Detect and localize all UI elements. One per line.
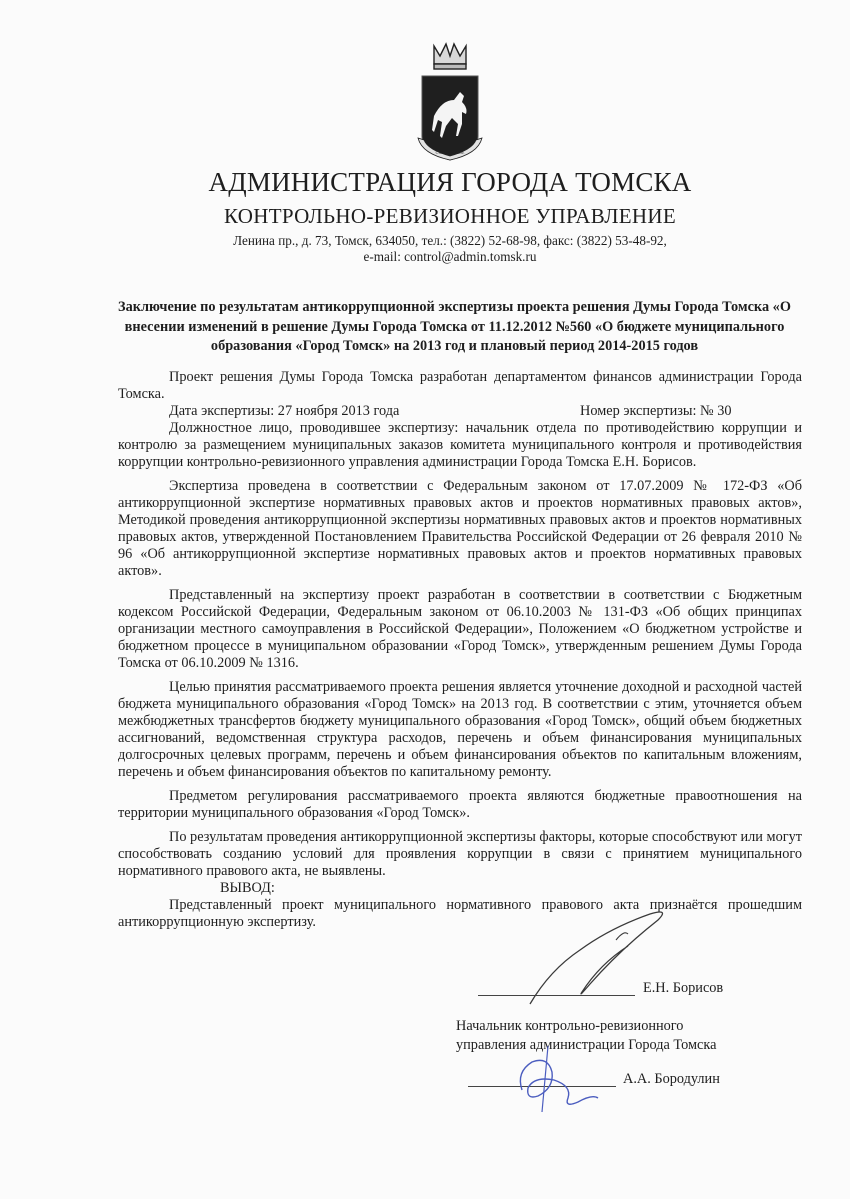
position-line-1: Начальник контрольно-ревизионного — [456, 1018, 684, 1034]
signature-line — [468, 1086, 616, 1087]
signer-position — [456, 1017, 716, 1055]
email-line: e-mail: control@admin.tomsk.ru — [363, 249, 537, 264]
document-body — [118, 369, 802, 931]
department-name: КОНТРОЛЬНО-РЕВИЗИОННОЕ УПРАВЛЕНИЕ — [224, 204, 676, 228]
document-title: Заключение по результатам антикоррупционной экспертизы проекта решения Думы Города Томска «О внесении изменений в решение Думы Города Томска от 11.12.2012 №560 «О бюджете муниципального образования «Город Томск» на 2013 год и плановый период 2014-2015 годов — [118, 299, 791, 355]
position-line-2: управления администрации Города Томска — [456, 1037, 717, 1053]
official-paragraph: Должностное лицо, проводившее экспертизу: начальник отдела по противодействию коррупции и контролю за размещением муниципальных заказов комитета муниципального контроля и противодействия коррупции контрольно-ревизионного управления администрации Города Томска Е.Н. Борисов. — [118, 420, 802, 470]
signer-name: Е.Н. Борисов — [643, 980, 724, 996]
developed-paragraph: Представленный на экспертизу проект разработан в соответствии в соответствии с Бюджетным кодексом Российской Федерации, Федеральным законом от 06.10.2003 № 131-ФЗ «Об общих принципах организации местного самоуправления в Российской Федерации», Положением «О бюджетном устройстве и бюджетном процессе в муниципальном образовании «Город Томск», утвержденным решением Думы Города Томска от 06.10.2009 № 1316. — [118, 587, 802, 671]
conclusion-paragraph: Представленный проект муниципального нормативного правового акта признаётся прошедшим антикоррупционную экспертизу. — [118, 897, 802, 930]
intro-paragraph: Проект решения Думы Города Томска разработан департаментом финансов администрации Города Томска. — [118, 369, 802, 402]
result-paragraph: По результатам проведения антикоррупционной экспертизы факторы, которые способствуют или могут способствовать созданию условий для проявления коррупции в связи с принятием муниципального нормативного правового акта, не выявлены. — [118, 829, 802, 879]
signature-line — [478, 995, 635, 996]
organization-name: АДМИНИСТРАЦИЯ ГОРОДА ТОМСКА — [208, 167, 692, 197]
date-number-row — [118, 403, 802, 420]
expertise-date: Дата экспертизы: 27 ноября 2013 года — [169, 403, 400, 419]
basis-paragraph: Экспертиза проведена в соответствии с Федеральным законом от 17.07.2009 № 172-ФЗ «Об антикоррупционной экспертизе нормативных правовых актов и проектов нормативных правовых актов», Методикой проведения антикоррупционной экспертизы нормативных правовых актов и проектов нормативных правовых актов, утвержденной Постановлением Правительства Российской Федерации от 26 февраля 2010 № 96 «Об антикоррупционной экспертизе нормативных правовых актов и проектов нормативных правовых актов». — [118, 478, 802, 579]
svg-text:СТЕЗЯ — НОВОЕ: СТЕЗЯ — НОВОЕ — [435, 151, 465, 155]
purpose-paragraph: Целью принятия рассматриваемого проекта решения является уточнение доходной и расходной частей бюджета муниципального образования «Город Томск» на 2013 год. В соответствии с этим, уточняется объем межбюджетных трансфертов бюджету муниципального образования «Город Томск», общий объем бюджетных ассигнований, ведомственная структура расходов, перечень и объем финансирования муниципальных долгосрочных целевых программ, перечень и объем финансирования объектов по капитальным вложениям, перечень и объем финансирования объектов по капитальному ремонту. — [118, 679, 802, 780]
subject-paragraph: Предметом регулирования рассматриваемого проекта являются бюджетные правоотношения на территории муниципального образования «Город Томск». — [118, 788, 802, 821]
conclusion-label: ВЫВОД: — [220, 880, 275, 896]
signer-name: А.А. Бородулин — [623, 1071, 720, 1087]
address-line: Ленина пр., д. 73, Томск, 634050, тел.: (3822) 52-68-98, факс: (3822) 53-48-92, — [233, 233, 667, 248]
expertise-number: Номер экспертизы: № 30 — [580, 403, 732, 419]
tomsk-coat-of-arms-logo — [412, 42, 488, 170]
